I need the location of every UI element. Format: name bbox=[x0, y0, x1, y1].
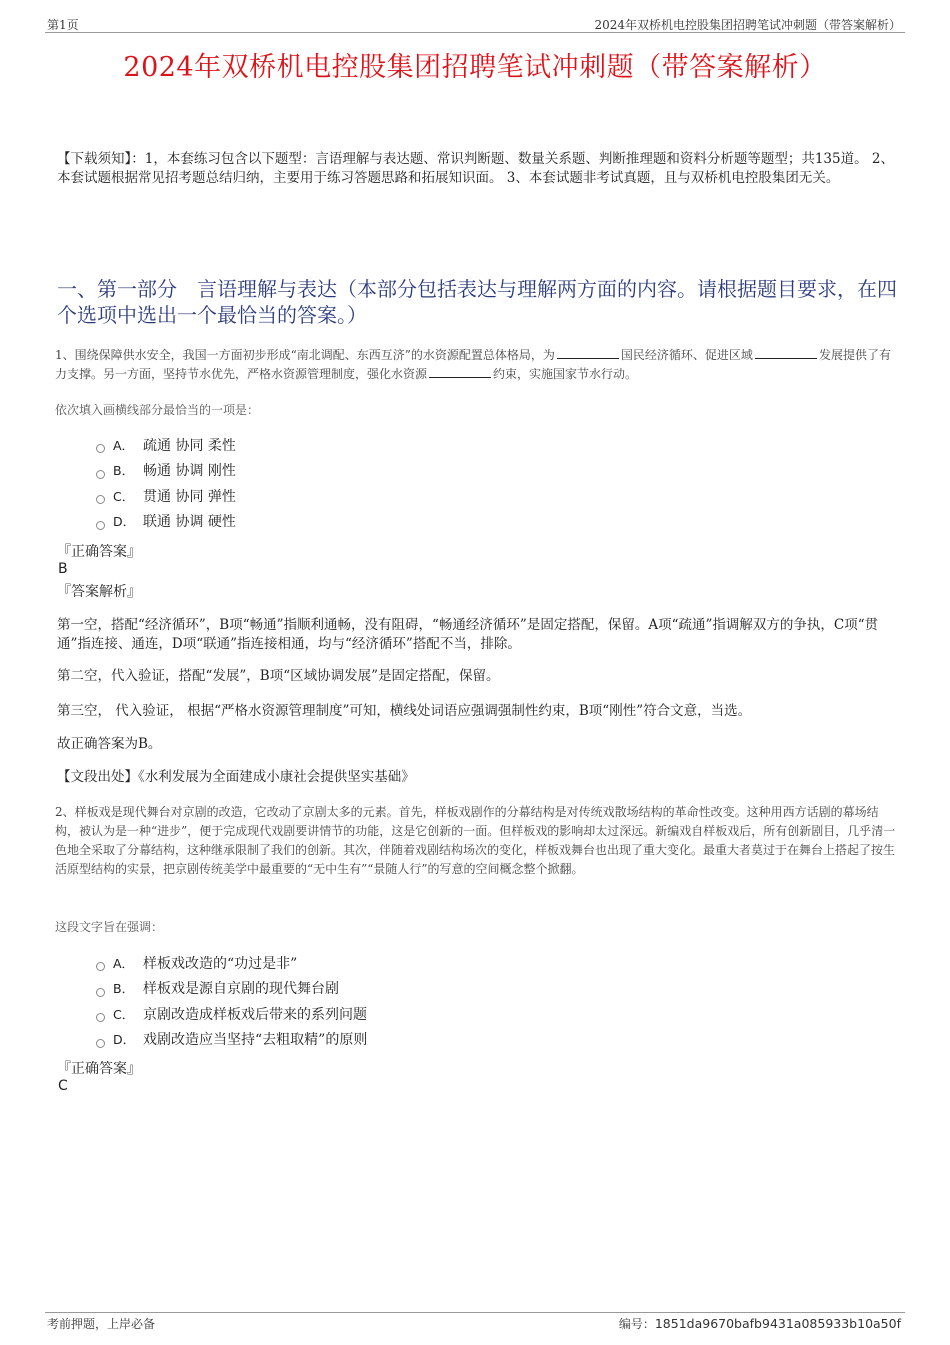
radio-icon[interactable] bbox=[96, 444, 105, 453]
analysis-paragraph: 第一空，搭配“经济循环”，B项“畅通”指顺利通畅，没有阻碍，“畅通经济循环”是固定搭配，保留。A项“疏通”指调解双方的争执，C项“贯通”指连接、通连，D项“联通”指连接相通，均与“经济循环”搭配不当，排除。 bbox=[57, 617, 879, 652]
question-2-options bbox=[96, 950, 367, 1052]
header-doc-title: 2024年双桥机电控股集团招聘笔试冲刺题（带答案解析） bbox=[594, 18, 901, 32]
option-d[interactable]: D． 联通 协调 硬性 bbox=[96, 509, 236, 535]
analysis-conclusion: 故正确答案为B。 bbox=[57, 736, 162, 752]
footer-code: 编号：1851da9670bafb9431a085933b10a50f bbox=[618, 1316, 901, 1331]
question-1-answer: B bbox=[58, 561, 68, 577]
radio-icon[interactable] bbox=[96, 1039, 105, 1048]
question-1-prompt: 依次填入画横线部分最恰当的一项是： bbox=[55, 403, 260, 417]
blank-3 bbox=[429, 366, 491, 378]
radio-icon[interactable] bbox=[96, 1013, 105, 1022]
question-1-answer-label: 『正确答案』 bbox=[57, 544, 141, 560]
question-1-options bbox=[96, 432, 236, 534]
analysis-paragraph: 第二空，代入验证，搭配“发展”，B项“区域协调发展”是固定搭配，保留。 bbox=[57, 668, 500, 684]
radio-icon[interactable] bbox=[96, 988, 105, 997]
question-2-answer-label: 『正确答案』 bbox=[57, 1061, 141, 1077]
radio-icon[interactable] bbox=[96, 495, 105, 504]
radio-icon[interactable] bbox=[96, 470, 105, 479]
radio-icon[interactable] bbox=[96, 962, 105, 971]
document-title: 2024年双桥机电控股集团招聘笔试冲刺题（带答案解析） bbox=[123, 52, 827, 83]
blank-2 bbox=[755, 347, 817, 359]
option-d[interactable]: D． 戏剧改造应当坚持“去粗取精”的原则 bbox=[96, 1027, 367, 1053]
page-footer bbox=[45, 1312, 905, 1333]
section-title: 一、第一部分 言语理解与表达（本部分包括表达与理解两方面的内容。请根据题目要求，在四个选项中选出一个最恰当的答案。） bbox=[57, 277, 897, 327]
page-number: 第1页 bbox=[47, 18, 79, 32]
radio-icon[interactable] bbox=[96, 521, 105, 530]
blank-1 bbox=[557, 347, 619, 359]
page-header bbox=[45, 14, 905, 33]
question-2-answer: C bbox=[58, 1078, 68, 1094]
option-b[interactable]: B． 畅通 协调 刚性 bbox=[96, 458, 236, 484]
question-1-stem: 1、围绕保障供水安全，我国一方面初步形成“南北调配、东西互济”的水资源配置总体格局，为 国民经济循环、促进区域 发展提供了有力支撑。另一方面，坚持节水优先，严格水资源管理制度，强化水资源 约束，实施国家节水行动。 bbox=[55, 348, 891, 381]
question-2-stem: 2、样板戏是现代舞台对京剧的改造，它改动了京剧太多的元素。首先，样板戏剧作的分幕结构是对传统戏散场结构的革命性改变。这种用西方话剧的幕场结构，被认为是一种“进步”，便于完成现代戏剧要讲情节的功能，这是它创新的一面。但样板戏的影响却太过深远。新编戏自样板戏后，所有创新剧目，几乎清一色地全采取了分幕结构，这种继承限制了我们的创新。其次，伴随着戏剧结构场次的变化，样板戏舞台也出现了重大变化。最重大者莫过于在舞台上搭起了按生活原型结构的实景，把京剧传统美学中最重要的“无中生有”“景随人行”的写意的空间概念整个掀翻。 bbox=[55, 805, 896, 876]
analysis-paragraph: 第三空， 代入验证， 根据“严格水资源管理制度”可知，横线处词语应强调强制性约束，B项“刚性”符合文意，当选。 bbox=[57, 703, 752, 719]
question-1-analysis-label: 『答案解析』 bbox=[57, 584, 141, 600]
analysis-source: 【文段出处】《水利发展为全面建成小康社会提供坚实基础》 bbox=[57, 769, 415, 785]
option-c[interactable]: C． 京剧改造成样板戏后带来的系列问题 bbox=[96, 1001, 367, 1027]
question-2-prompt: 这段文字旨在强调： bbox=[55, 920, 164, 934]
download-notice: 【下载须知】：1，本套练习包含以下题型：言语理解与表达题、常识判断题、数量关系题、判断推理题和资料分析题等题型；共135道。 2、本套试题根据常见招考题总结归纳，主要用于练习答题思路和拓展知识面。 3、本套试题非考试真题，且与双桥机电控股集团无关。 bbox=[57, 151, 894, 186]
option-a[interactable]: A． 疏通 协同 柔性 bbox=[96, 432, 236, 458]
option-c[interactable]: C． 贯通 协同 弹性 bbox=[96, 483, 236, 509]
option-b[interactable]: B． 样板戏是源自京剧的现代舞台剧 bbox=[96, 976, 367, 1002]
option-a[interactable]: A． 样板戏改造的“功过是非” bbox=[96, 950, 367, 976]
footer-note: 考前押题，上岸必备 bbox=[47, 1317, 156, 1331]
